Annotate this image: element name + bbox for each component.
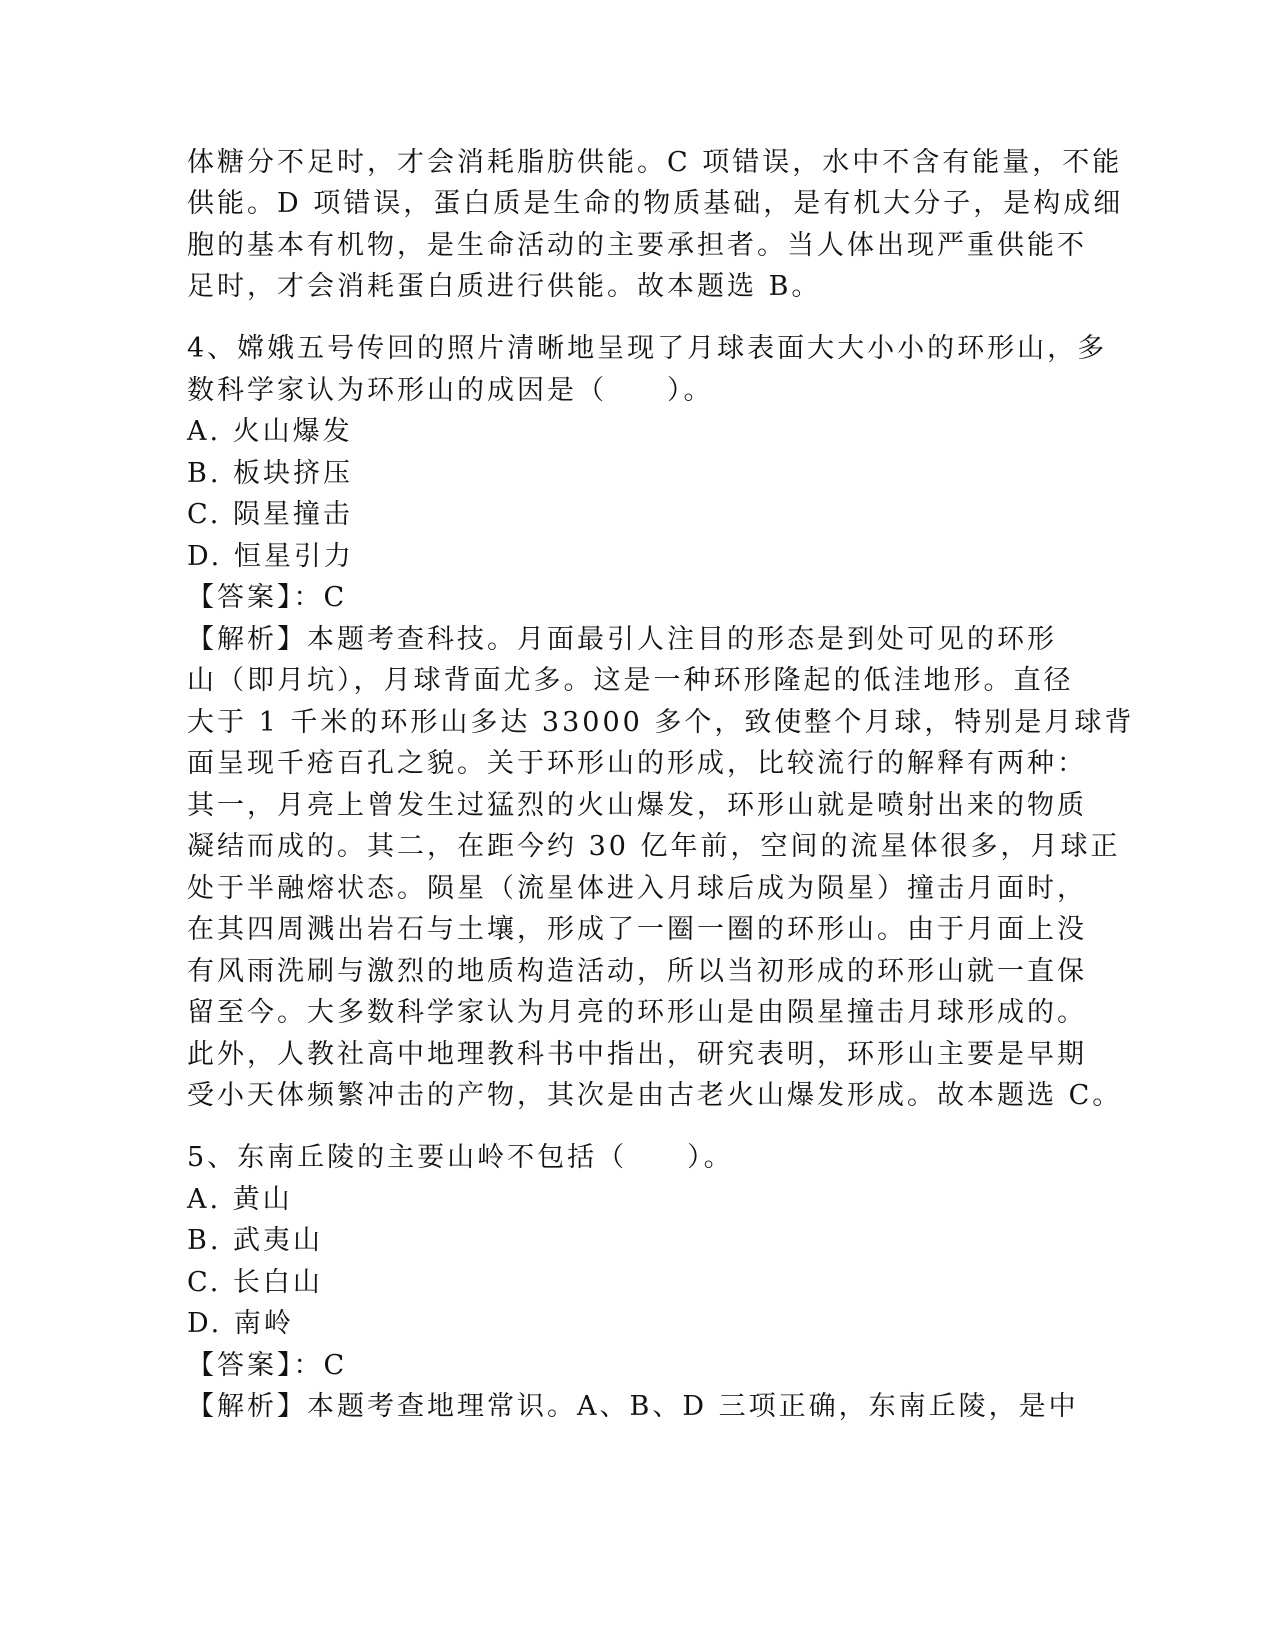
q4-option-b: B. 板块挤压	[187, 458, 354, 489]
analysis-label: 【解析】	[187, 624, 307, 655]
q4-option-a: A. 火山爆发	[187, 416, 353, 447]
q4-analysis-line: 受小天体频繁冲击的产物，其次是由古老火山爆发形成。故本题选 C。	[187, 1080, 1123, 1111]
continuation-line: 胞的基本有机物，是生命活动的主要承担者。当人体出现严重供能不	[187, 230, 1087, 261]
q4-analysis-line: 大于 1 千米的环形山多达 33000 多个，致使整个月球，特别是月球背	[187, 707, 1135, 738]
q4-analysis-line: 此外，人教社高中地理教科书中指出，研究表明，环形山主要是早期	[187, 1039, 1087, 1070]
analysis-label: 【解析】	[187, 1391, 307, 1422]
q4-analysis-line: 留至今。大多数科学家认为月亮的环形山是由陨星撞击月球形成的。	[187, 997, 1087, 1028]
continuation-line: 体糖分不足时，才会消耗脂肪供能。C 项错误，水中不含有能量，不能	[187, 147, 1123, 178]
q4-option-d: D. 恒星引力	[187, 541, 354, 572]
answer-value: ：C	[293, 1350, 348, 1381]
answer-label: 【答案】	[187, 582, 294, 613]
q4-answer	[187, 581, 1087, 615]
q5-option-b: B. 武夷山	[187, 1225, 324, 1256]
q5-answer	[187, 1349, 1087, 1383]
q4-option-c: C. 陨星撞击	[187, 499, 353, 530]
q4-analysis-line: 山（即月坑），月球背面尤多。这是一种环形隆起的低洼地形。直径	[187, 665, 1074, 696]
q4-stem-line: 数科学家认为环形山的成因是（ ）。	[187, 375, 714, 406]
q4-analysis-line: 其一，月亮上曾发生过猛烈的火山爆发，环形山就是喷射出来的物质	[187, 790, 1087, 821]
q5-stem-line: 5、东南丘陵的主要山岭不包括（ ）。	[187, 1142, 734, 1173]
continuation-line: 供能。D 项错误，蛋白质是生命的物质基础，是有机大分子，是构成细	[187, 188, 1124, 219]
q4-analysis-line: 面呈现千疮百孔之貌。关于环形山的形成，比较流行的解释有两种：	[187, 748, 1087, 779]
answer-value: ：C	[293, 582, 348, 613]
q5-analysis-line: 【解析】本题考查地理常识。A、B、D 三项正确，东南丘陵，是中	[187, 1391, 1079, 1422]
q4-analysis-line: 【解析】本题考查科技。月面最引人注目的形态是到处可见的环形	[187, 624, 1057, 655]
q5-option-a: A. 黄山	[187, 1184, 293, 1215]
q4-analysis-line: 凝结而成的。其二，在距今约 30 亿年前，空间的流星体很多，月球正	[187, 831, 1121, 862]
q4-stem-line: 4、嫦娥五号传回的照片清晰地呈现了月球表面大大小小的环形山，多	[187, 333, 1108, 364]
continuation-line: 足时，才会消耗蛋白质进行供能。故本题选 B。	[187, 271, 822, 302]
q4-analysis-line: 有风雨洗刷与激烈的地质构造活动，所以当初形成的环形山就一直保	[187, 956, 1087, 987]
q4-analysis-line: 在其四周溅出岩石与土壤，形成了一圈一圈的环形山。由于月面上没	[187, 914, 1087, 945]
q5-option-c: C. 长白山	[187, 1267, 323, 1298]
q5-option-d: D. 南岭	[187, 1308, 294, 1339]
q4-analysis-line: 处于半融熔状态。陨星（流星体进入月球后成为陨星）撞击月面时，	[187, 873, 1087, 904]
answer-label: 【答案】	[187, 1350, 294, 1381]
